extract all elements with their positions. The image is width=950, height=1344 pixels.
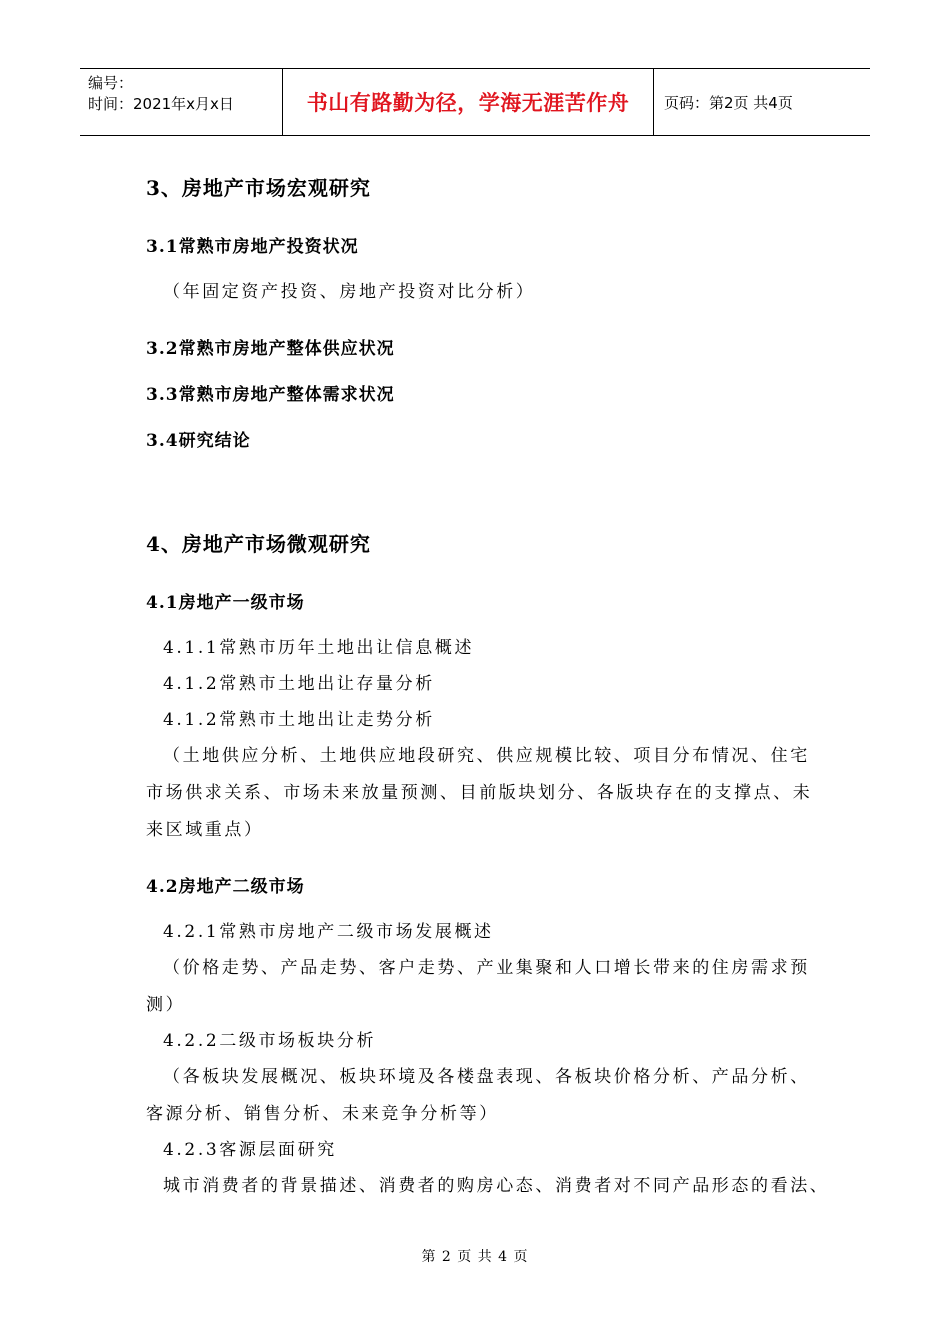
section-4-1-1: 4.1.1常熟市历年土地出让信息概述 xyxy=(163,638,475,658)
section-4-1-2b: 4.1.2常熟市土地出让走势分析 xyxy=(163,710,435,730)
page-header xyxy=(80,68,870,136)
section-4-2-2: 4.2.2二级市场板块分析 xyxy=(163,1031,377,1051)
section-3-1-note: （年固定资产投资、房地产投资对比分析） xyxy=(163,282,536,302)
time-label: 时间：2021年x月x日 xyxy=(88,95,234,113)
section-3-2-heading: 3.2常熟市房地产整体供应状况 xyxy=(146,339,395,359)
number-label: 编号： xyxy=(88,74,134,92)
section-4-1-note-line-3: 来区域重点） xyxy=(146,820,264,840)
section-3-3-heading: 3.3常熟市房地产整体需求状况 xyxy=(146,385,395,405)
section-4-1-note-line-1: （土地供应分析、土地供应地段研究、供应规模比较、项目分布情况、住宅 xyxy=(163,746,810,766)
section-4-title: 4、房地产市场微观研究 xyxy=(146,532,371,556)
section-4-1-2a: 4.1.2常熟市土地出让存量分析 xyxy=(163,674,435,694)
section-4-2-2-note-line-1: （各板块发展概况、板块环境及各楼盘表现、各板块价格分析、产品分析、 xyxy=(163,1067,810,1087)
section-4-2-2-note-line-2: 客源分析、销售分析、未来竞争分析等） xyxy=(146,1104,499,1124)
page-footer: 第 2 页 共 4 页 xyxy=(421,1249,529,1265)
section-4-2-heading: 4.2房地产二级市场 xyxy=(146,877,305,897)
section-4-2-1-note-line-2: 测） xyxy=(146,995,186,1015)
section-4-1-note-line-2: 市场供求关系、市场未来放量预测、目前版块划分、各版块存在的支撑点、未 xyxy=(146,783,813,803)
section-4-2-1: 4.2.1常熟市房地产二级市场发展概述 xyxy=(163,922,494,942)
section-3-title: 3、房地产市场宏观研究 xyxy=(146,176,371,200)
header-meta xyxy=(80,69,282,135)
header-motto: 书山有路勤为径，学海无涯苦作舟 xyxy=(282,69,654,135)
section-3-4-heading: 3.4研究结论 xyxy=(146,431,251,451)
section-4-2-1-note-line-1: （价格走势、产品走势、客户走势、产业集聚和人口增长带来的住房需求预 xyxy=(163,958,810,978)
section-3-1-heading: 3.1常熟市房地产投资状况 xyxy=(146,237,359,257)
section-4-2-3: 4.2.3客源层面研究 xyxy=(163,1140,337,1160)
section-4-1-heading: 4.1房地产一级市场 xyxy=(146,593,305,613)
header-page-info: 页码：第2页 共4页 xyxy=(664,93,793,112)
section-4-2-3-text: 城市消费者的背景描述、消费者的购房心态、消费者对不同产品形态的看法、 xyxy=(163,1176,830,1196)
